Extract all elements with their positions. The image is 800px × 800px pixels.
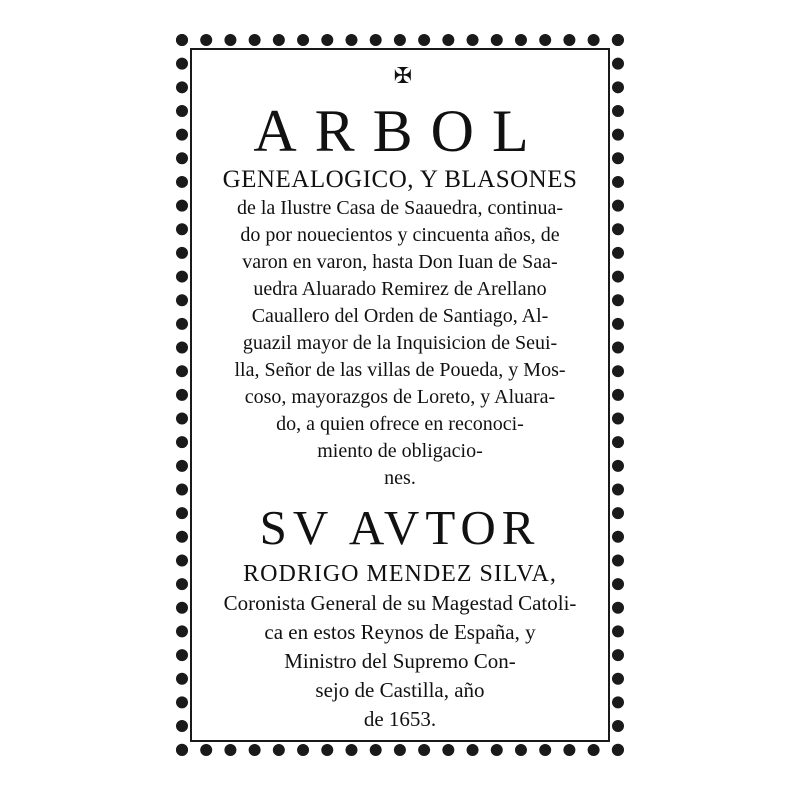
body-line: do por nouecientos y cincuenta años, de <box>240 224 560 246</box>
body-line: nes. <box>384 467 416 489</box>
page-title: ARBOL <box>253 98 547 164</box>
subtitle: GENEALOGICO, Y BLASONES <box>222 166 578 193</box>
body-line: varon en varon, hasta Don Iuan de Saa- <box>242 251 558 273</box>
body-line: miento de obligacio- <box>317 440 483 462</box>
author-name: RODRIGO MENDEZ SILVA, <box>243 561 557 587</box>
author-line: de 1653. <box>363 707 437 731</box>
author-line: ca en estos Reynos de España, y <box>264 620 536 644</box>
body-line: do, a quien ofrece en reconoci- <box>276 413 524 435</box>
cross-pattee-icon: ✠ <box>393 64 413 89</box>
body-line: Cauallero del Orden de Santiago, Al- <box>251 305 549 327</box>
author-line: Ministro del Supremo Con- <box>284 649 516 673</box>
body-line: uedra Aluarado Remirez de Arellano <box>253 278 547 300</box>
body-line: coso, mayorazgos de Loreto, y Aluara- <box>244 386 556 408</box>
author-line: Coronista General de su Magestad Catoli- <box>223 591 577 615</box>
body-line: lla, Señor de las villas de Poueda, y Mos- <box>234 359 566 381</box>
author-heading: SV AVTOR <box>259 500 541 555</box>
author-line: sejo de Castilla, año <box>315 678 485 702</box>
body-line: guazil mayor de la Inquisicion de Seui- <box>242 332 558 354</box>
body-line: de la Ilustre Casa de Saauedra, continua- <box>237 197 563 219</box>
